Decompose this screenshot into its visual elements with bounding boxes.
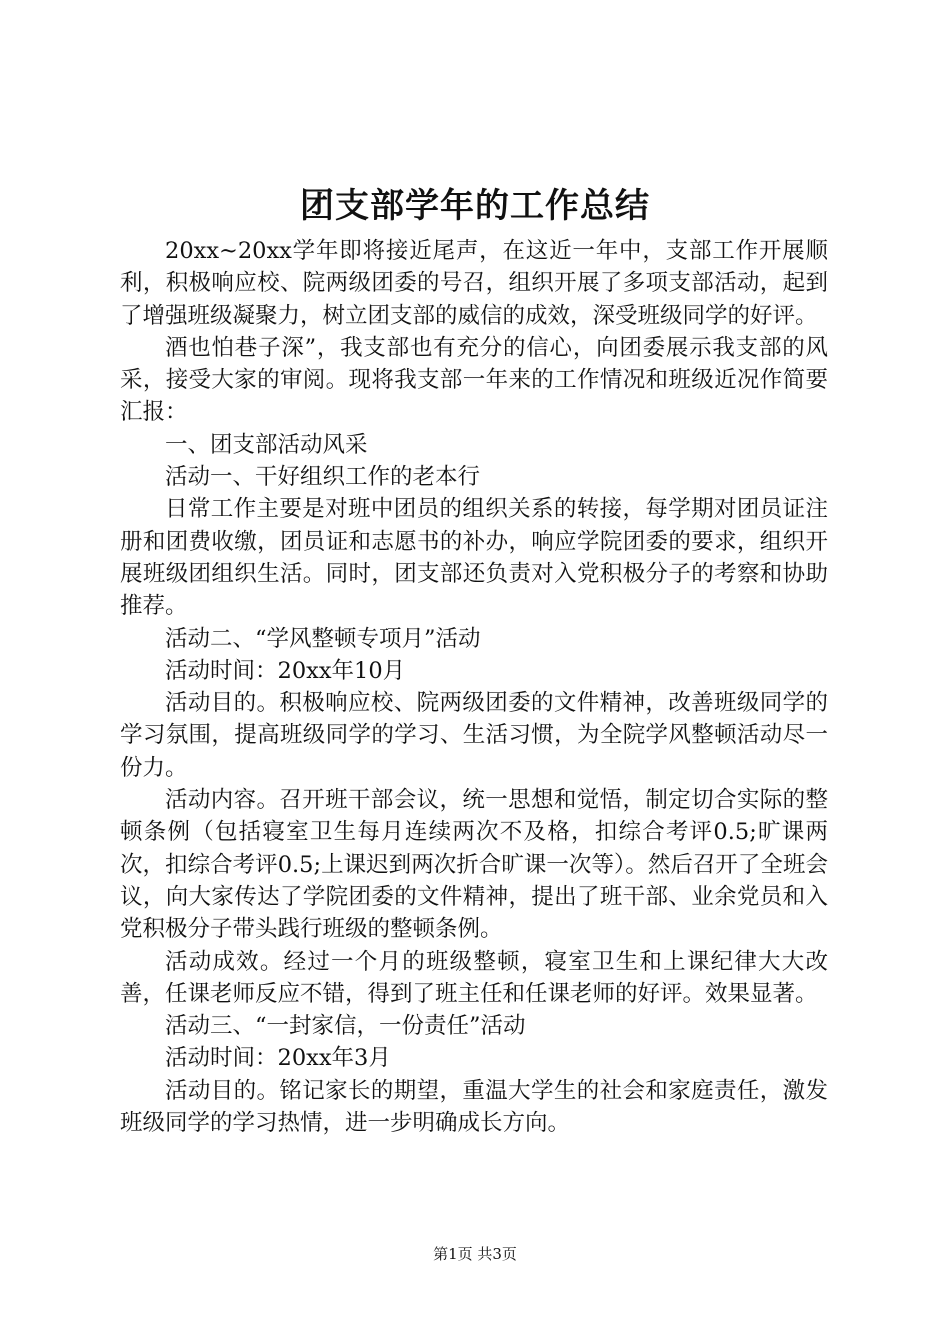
activity-two-purpose: 活动目的。积极响应校、院两级团委的文件精神，改善班级同学的学习氛围，提高班级同学的学习、生活习惯，为全院学风整顿活动尽一份力。 <box>120 690 828 781</box>
paragraph-intro: 20xx~20xx学年即将接近尾声，在这近一年中，支部工作开展顺利，积极响应校、院两级团委的号召，组织开展了多项支部活动，起到了增强班级凝聚力，树立团支部的威信的成效，深受班级同学的好评。 <box>120 238 828 329</box>
activity-three-heading: 活动三、“一封家信，一份责任”活动 <box>165 1013 526 1040</box>
activity-one-text: 日常工作主要是对班中团员的组织关系的转接，每学期对团员证注册和团费收缴，团员证和志愿书的补办，响应学院团委的要求，组织开展班级团组织生活。同时，团支部还负责对入党积极分子的考察和协助推荐。 <box>120 496 828 620</box>
document-body <box>120 235 828 1139</box>
activity-two-result: 活动成效。经过一个月的班级整顿，寝室卫生和上课纪律大大改善，任课老师反应不错，得到了班主任和任课老师的好评。效果显著。 <box>120 948 828 1007</box>
activity-one-heading: 活动一、干好组织工作的老本行 <box>165 464 481 491</box>
activity-two-heading: 活动二、“学风整顿专项月”活动 <box>165 625 481 652</box>
document-title: 团支部学年的工作总结 <box>300 186 650 226</box>
page-number: 第1页 共3页 <box>433 1245 517 1263</box>
activity-two-content: 活动内容。召开班干部会议，统一思想和觉悟，制定切合实际的整顿条例（包括寝室卫生每月连续两次不及格，扣综合考评0.5;旷课两次，扣综合考评0.5;上课迟到两次折合旷课一次等）。然后召开了全班会议，向大家传达了学院团委的文件精神，提出了班干部、业余党员和入党积极分子带头践行班级的整顿条例。 <box>120 787 828 943</box>
activity-three-purpose: 活动目的。铭记家长的期望，重温大学生的社会和家庭责任，激发班级同学的学习热情，进一步明确成长方向。 <box>120 1077 828 1137</box>
activity-two-time: 活动时间：20xx年10月 <box>165 657 406 684</box>
section-heading: 一、团支部活动风采 <box>165 431 368 458</box>
paragraph-report: 酒也怕巷子深”，我支部也有充分的信心，向团委展示我支部的风采，接受大家的审阅。现将我支部一年来的工作情况和班级近况作简要汇报： <box>120 334 828 426</box>
activity-three-time: 活动时间：20xx年3月 <box>165 1045 391 1072</box>
